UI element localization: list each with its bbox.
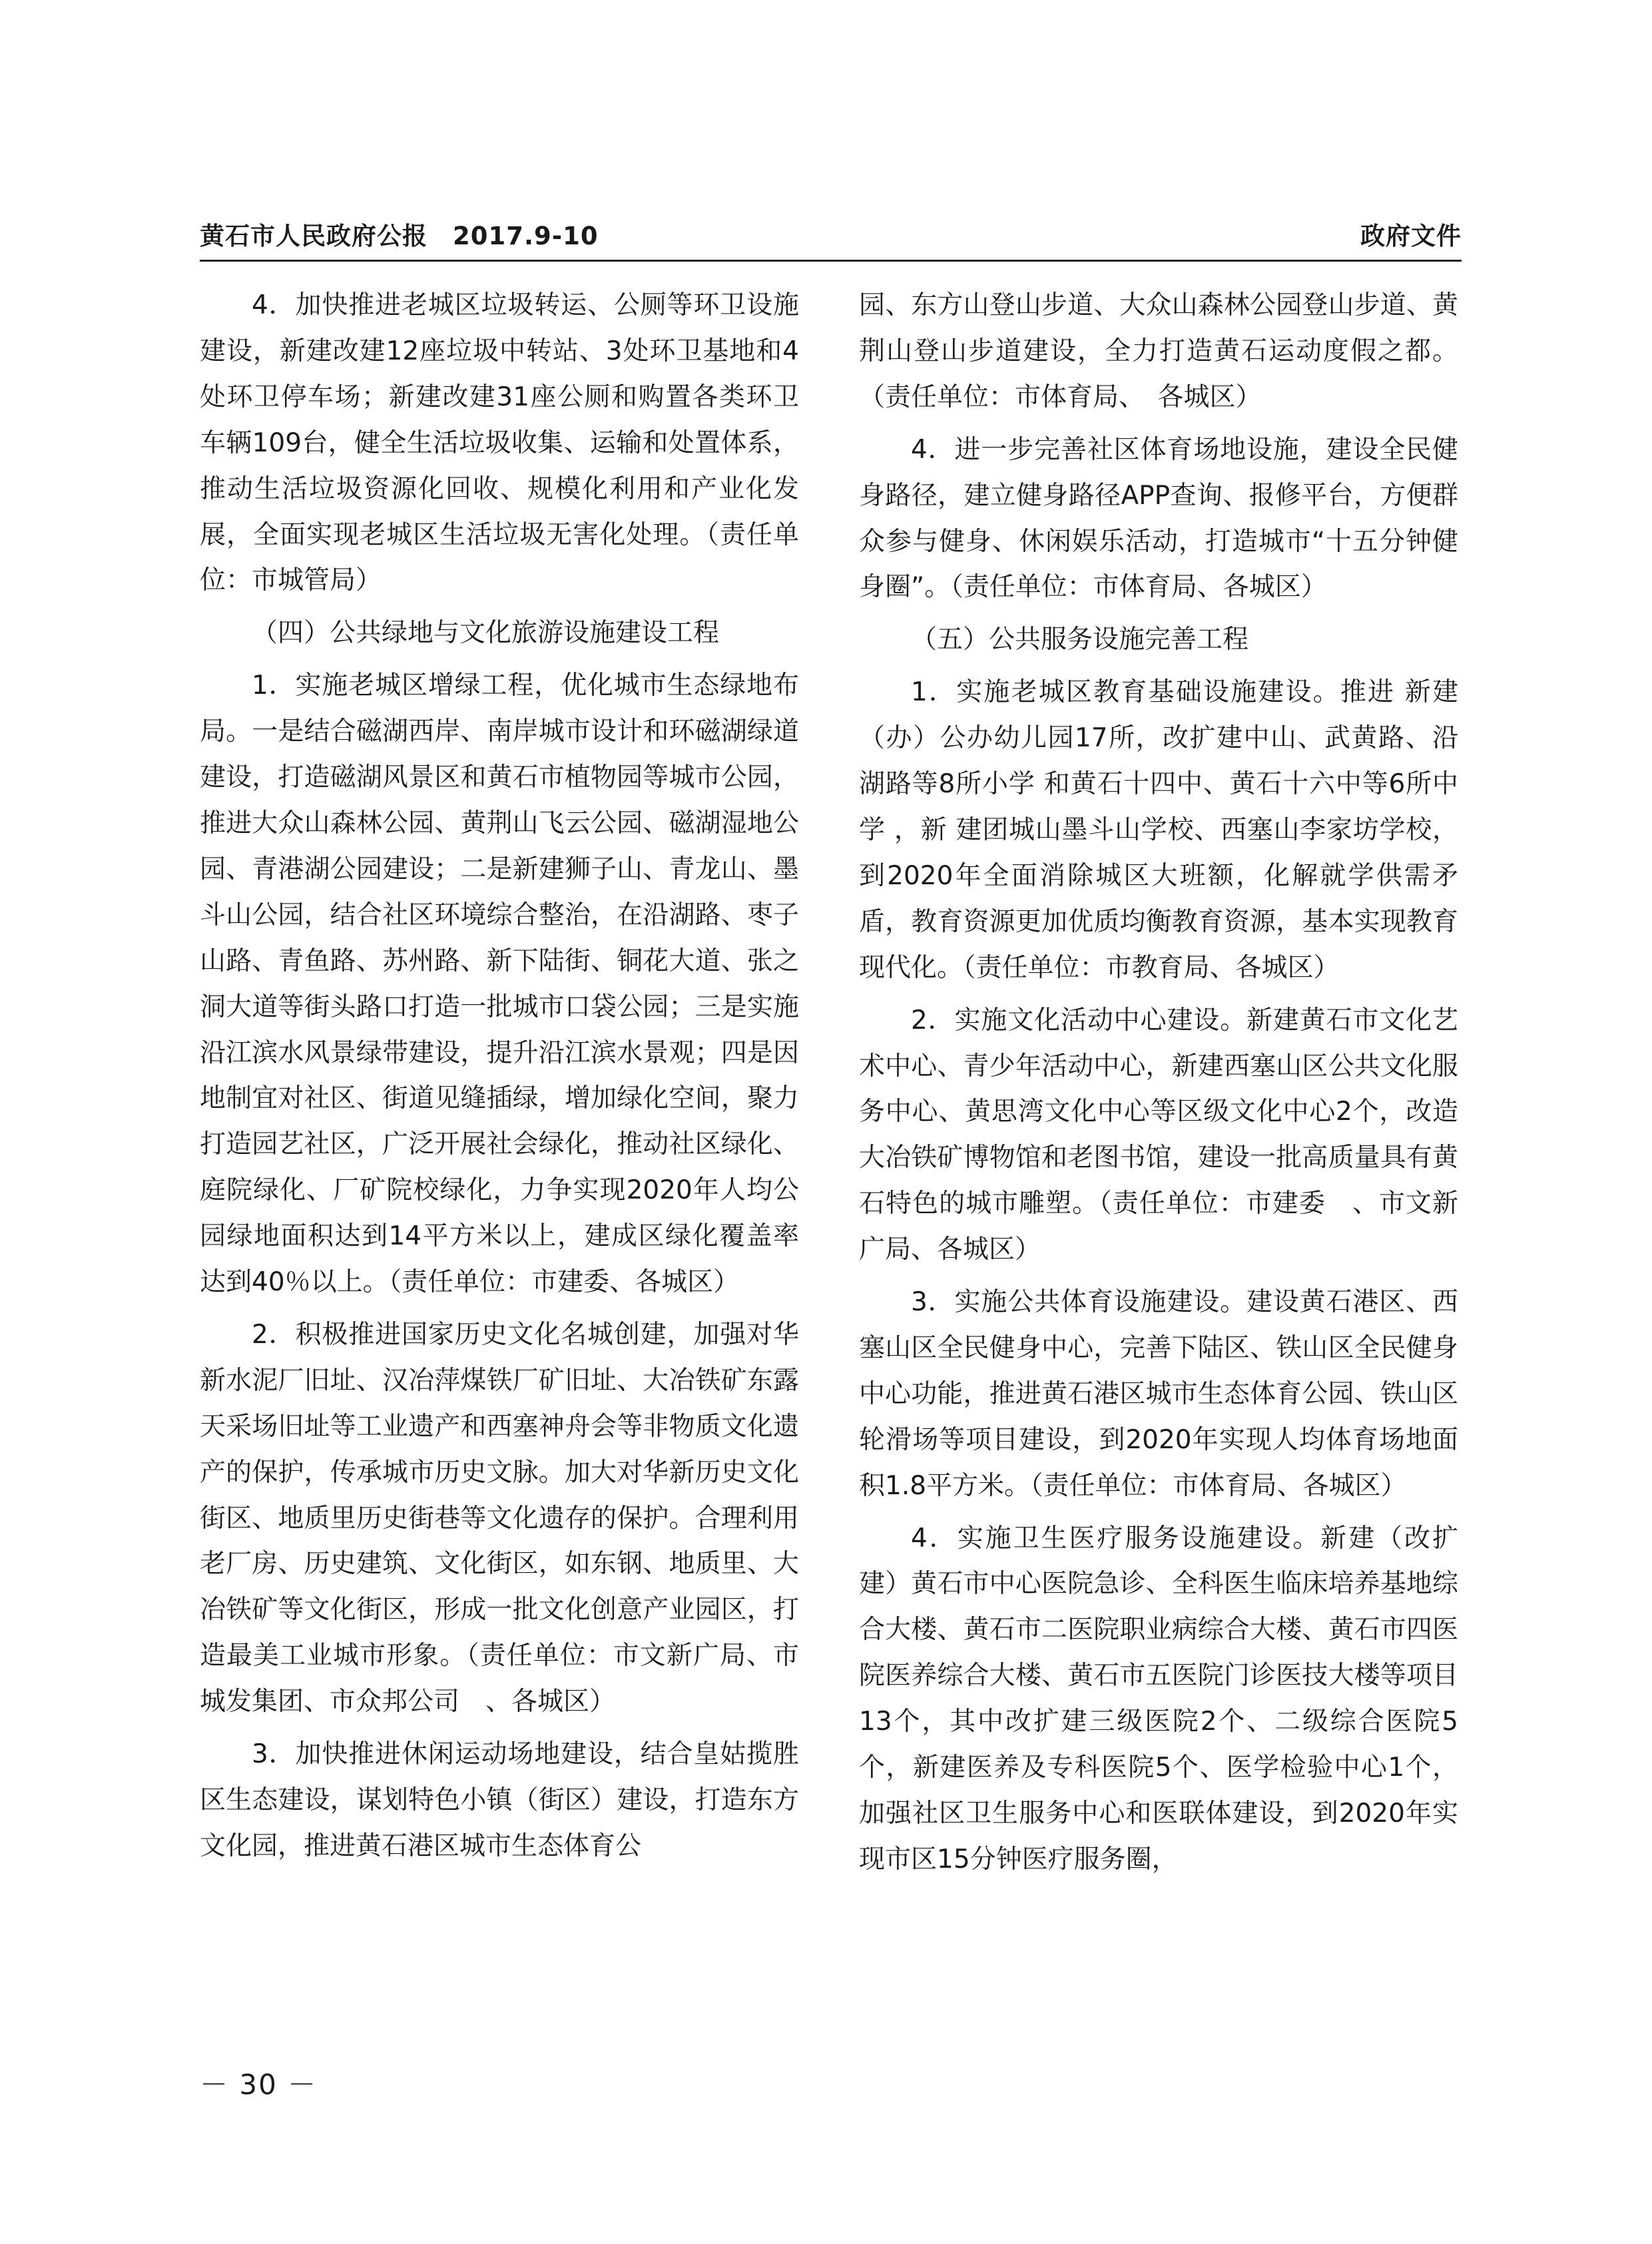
journal-title: 黄石市人民政府公报 2017.9-10 xyxy=(200,222,599,250)
paragraph: 4．实施卫生医疗服务设施建设。新建（改扩建）黄石市中心医院急诊、全科医生临床培养基地综合大楼、黄石市二医院职业病综合大楼、黄石市四医院医养综合大楼、黄石市五医院门诊医技大楼等项目13个，其中改扩建三级医院2个、二级综合医院5个，新建医养及专科医院5个、医学检验中心1个，加强社区卫生服务中心和医联体建设，到2020年实现市区15分钟医疗服务圈， xyxy=(859,1523,1458,1874)
paragraph: 2．积极推进国家历史文化名城创建，加强对华新水泥厂旧址、汉冶萍煤铁厂矿旧址、大冶铁矿东露天采场旧址等工业遗产和西塞神舟会等非物质文化遗产的保护，传承城市历史文脉。加大对华新历史文化街区、地质里历史街巷等文化遗存的保护。合理利用老厂房、历史建筑、文化街区，如东钢、地质里、大冶铁矿等文化街区，形成一批文化创意产业园区，打造最美工业城市形象。（责任单位：市文新广局、市城发集团、市众邦公司 、各城区） xyxy=(200,1319,799,1717)
section-title: 政府文件 xyxy=(1360,222,1462,250)
right-column xyxy=(859,283,1458,1994)
paragraph: 1．实施老城区增绿工程，优化城市生态绿地布局。一是结合磁湖西岸、南岸城市设计和环磁湖绿道建设，打造磁湖风景区和黄石市植物园等城市公园，推进大众山森林公园、黄荆山飞云公园、磁湖湿地公园、青港湖公园建设；二是新建狮子山、青龙山、墨斗山公园，结合社区环境综合整治，在沿湖路、枣子山路、青鱼路、苏州路、新下陆街、铜花大道、张之洞大道等街头路口打造一批城市口袋公园；三是实施沿江滨水风景绿带建设，提升沿江滨水景观；四是因地制宜对社区、街道见缝插绿，增加绿化空间，聚力打造园艺社区，广泛开展社会绿化，推动社区绿化、庭院绿化、厂矿院校绿化，力争实现2020年人均公园绿地面积达到14平方米以上，建成区绿化覆盖率达到40％以上。（责任单位：市建委、各城区） xyxy=(200,671,799,1298)
paragraph: 4．加快推进老城区垃圾转运、公厕等环卫设施建设，新建改建12座垃圾中转站、3处环卫基地和4处环卫停车场；新建改建31座公厕和购置各类环卫车辆109台，健全生活垃圾收集、运输和处置体系，推动生活垃圾资源化回收、规模化利用和产业化发展，全面实现老城区生活垃圾无害化处理。（责任单位：市城管局） xyxy=(200,290,799,596)
left-column xyxy=(200,283,799,1994)
paragraph: 3．加快推进休闲运动场地建设，结合皇姑揽胜区生态建设，谋划特色小镇（街区）建设，打造东方文化园，推进黄石港区城市生态体育公 xyxy=(200,1739,799,1861)
paragraph: 3．实施公共体育设施建设。建设黄石港区、西塞山区全民健身中心，完善下陆区、铁山区全民健身中心功能，推进黄石港区城市生态体育公园、铁山区轮滑场等项目建设，到2020年实现人均体育场地面积1.8平方米。（责任单位：市体育局、各城区） xyxy=(859,1287,1458,1501)
paragraph: 1．实施老城区教育基础设施建设。推进 新建（办）公办幼儿园17所，改扩建中山、武黄路、沿湖路等8所小学 和黄石十四中、黄石十六中等6所中学 ，新 建团城山墨斗山学校、西塞山李家坊学校，到2020年全面消除城区大班额，化解就学供需矛盾，教育资源更加优质均衡教育资源，基本实现教育现代化。（责任单位：市教育局、各城区） xyxy=(859,677,1458,983)
page-header xyxy=(200,212,1462,262)
section-heading: （五）公共服务设施完善工程 xyxy=(911,625,1249,655)
paragraph-continued: 园、东方山登山步道、大众山森林公园登山步道、黄荆山登山步道建设，全力打造黄石运动度假之都。（责任单位：市体育局、 各城区） xyxy=(859,290,1458,412)
page-number: － 30 － xyxy=(200,2068,318,2101)
section-heading: （四）公共绿地与文化旅游设施建设工程 xyxy=(252,618,720,649)
paragraph: 2．实施文化活动中心建设。新建黄石市文化艺术中心、青少年活动中心，新建西塞山区公共文化服务中心、黄思湾文化中心等区级文化中心2个，改造大冶铁矿博物馆和老图书馆，建设一批高质量具有黄石特色的城市雕塑。（责任单位：市建委 、市文新广局、各城区） xyxy=(859,1005,1458,1265)
paragraph: 4．进一步完善社区体育场地设施，建设全民健身路径，建立健身路径APP查询、报修平台，方便群众参与健身、休闲娱乐活动，打造城市“十五分钟健身圈”。（责任单位：市体育局、各城区） xyxy=(859,434,1458,603)
